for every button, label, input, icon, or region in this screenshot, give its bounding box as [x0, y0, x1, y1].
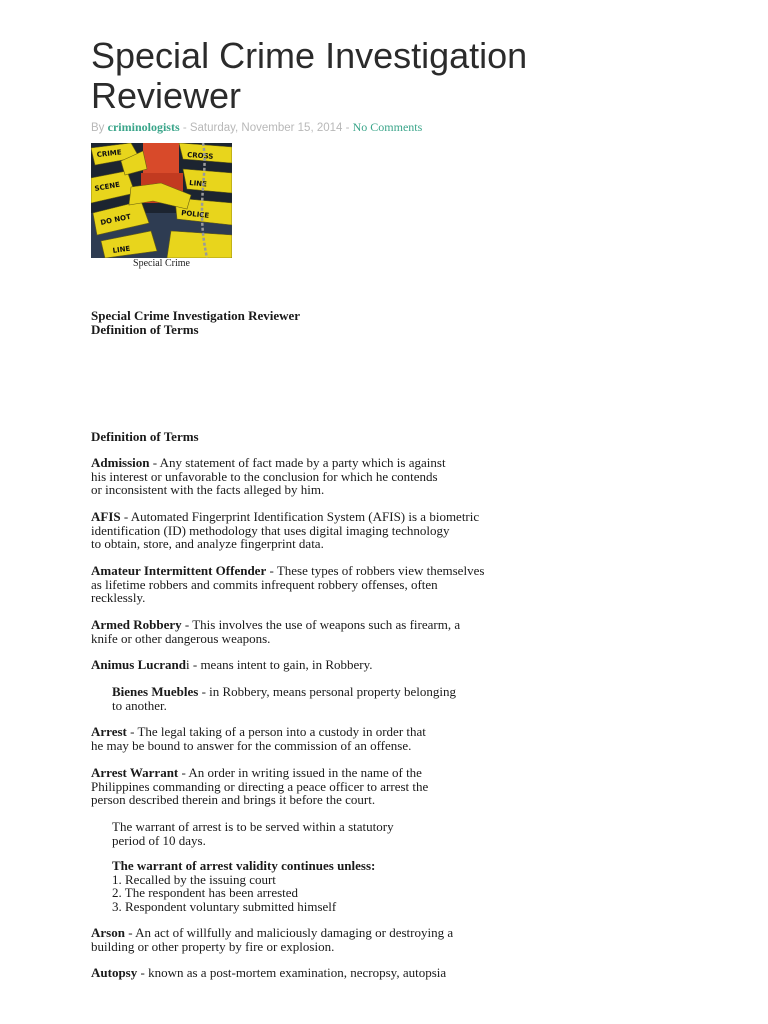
list-item: 1. Recalled by the issuing court	[112, 871, 276, 887]
article-title	[91, 36, 711, 116]
term-text: - in Robbery, means personal property belonging	[198, 684, 456, 699]
term-arrest	[91, 725, 651, 752]
note-text: The warrant of arrest is to be served within a statutory	[112, 819, 394, 834]
term-text: to another.	[112, 697, 167, 713]
term-armed-robbery	[91, 618, 651, 645]
byline-prefix: By	[91, 122, 108, 134]
svg-text:POLICE: POLICE	[180, 209, 210, 220]
term-label: Admission	[91, 455, 150, 470]
term-label: Bienes Muebles	[112, 684, 199, 699]
term-bienes-muebles	[112, 685, 672, 712]
term-text: - Any statement of fact made by a party which is against	[149, 455, 446, 470]
term-text: - An act of willfully and maliciously damaging or destroying a	[124, 925, 454, 940]
section-heading: Definition of Terms	[91, 429, 199, 444]
list-item: 2. The respondent has been arrested	[112, 885, 299, 901]
article-title-line-1: Special Crime Investigation	[91, 35, 528, 76]
term-text: - This involves the use of weapons such as firearm, a	[181, 617, 461, 632]
list-heading: The warrant of arrest validity continues unless:	[112, 858, 376, 873]
term-text: he may be bound to answer for the commission of an offense.	[91, 737, 412, 753]
svg-text:CROSS: CROSS	[186, 151, 214, 161]
term-arrest-warrant	[91, 766, 651, 807]
term-label: AFIS	[91, 509, 121, 524]
note-text: period of 10 days.	[112, 832, 206, 848]
term-animus-lucrandi	[91, 658, 651, 672]
term-label: Autopsy	[91, 965, 138, 980]
term-text: person described therein and brings it before the court.	[91, 792, 376, 808]
post-heading	[91, 309, 651, 336]
term-label: Arrest Warrant	[91, 765, 179, 780]
warrant-service-note	[112, 820, 672, 847]
byline	[91, 120, 422, 135]
term-text: building or other property by fire or explosion.	[91, 938, 335, 954]
term-label: Animus Lucrand	[91, 657, 186, 672]
svg-text:LINE: LINE	[112, 244, 131, 255]
term-text: to obtain, store, and analyze fingerprint data.	[91, 536, 324, 552]
term-text: recklessly.	[91, 590, 146, 606]
list-item: 3. Respondent voluntary submitted himself	[112, 898, 337, 914]
term-text: knife or other dangerous weapons.	[91, 630, 271, 646]
term-text: - Automated Fingerprint Identification System (AFIS) is a biometric	[120, 509, 480, 524]
post-heading-title: Special Crime Investigation Reviewer	[91, 308, 301, 323]
article-title-line-2: Reviewer	[91, 75, 242, 116]
svg-text:CRIME: CRIME	[96, 148, 122, 159]
term-amateur-intermittent-offender	[91, 564, 651, 605]
term-text: - An order in writing issued in the name of the	[178, 765, 422, 780]
image-caption: Special Crime	[133, 258, 190, 269]
term-text: - These types of robbers view themselves	[266, 563, 485, 578]
comments-link[interactable]: No Comments	[352, 120, 423, 134]
term-admission	[91, 456, 651, 497]
term-label: Arrest	[91, 724, 127, 739]
term-text: - known as a post-mortem examination, necropsy, autopsia	[137, 965, 447, 980]
term-text: as lifetime robbers and commits infrequent robbery offenses, often	[91, 576, 438, 592]
post-heading-subtitle: Definition of Terms	[91, 321, 199, 337]
term-text: i - means intent to gain, in Robbery.	[186, 657, 373, 672]
svg-text:DO NOT: DO NOT	[99, 212, 132, 227]
svg-text:SCENE: SCENE	[93, 180, 121, 193]
term-arson	[91, 926, 651, 953]
author-link[interactable]: criminologists	[107, 120, 180, 134]
term-text: his interest or unfavorable to the conclusion for which he contends	[91, 468, 438, 484]
byline-date: - Saturday, November 15, 2014 -	[179, 122, 353, 134]
term-text: identification (ID) methodology that uses digital imaging technology	[91, 522, 450, 538]
term-autopsy	[91, 966, 651, 980]
svg-text:LINE: LINE	[188, 179, 208, 189]
term-text: or inconsistent with the facts alleged by him.	[91, 482, 325, 498]
warrant-validity-list	[112, 859, 672, 913]
term-afis	[91, 510, 651, 551]
term-text: Philippines commanding or directing a peace officer to arrest the	[91, 778, 429, 794]
term-label: Arson	[91, 925, 125, 940]
term-label: Amateur Intermittent Offender	[91, 563, 267, 578]
crime-scene-tape-photo[interactable]	[91, 143, 232, 258]
term-text: - The legal taking of a person into a custody in order that	[126, 724, 426, 739]
term-label: Armed Robbery	[91, 617, 182, 632]
